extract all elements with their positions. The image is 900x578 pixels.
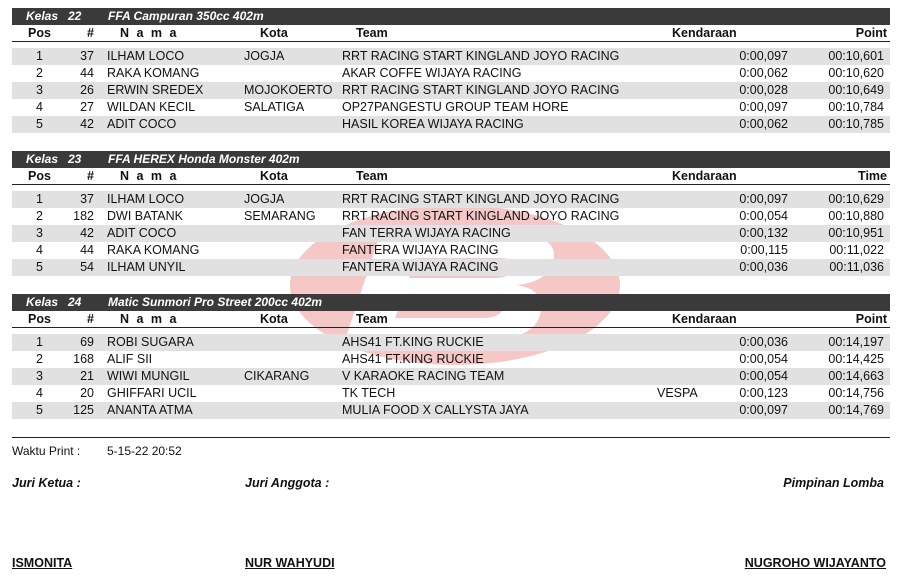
row-name: WILDAN KECIL — [107, 100, 196, 114]
header-kota: Kota — [260, 26, 288, 40]
row-name: ILHAM LOCO — [107, 192, 185, 206]
header-kendaraan: Kendaraan — [672, 169, 737, 183]
row-gap: 0:00,062 — [739, 117, 788, 131]
table-row — [12, 334, 890, 351]
row-number: 42 — [80, 226, 94, 240]
row-team: RRT RACING START KINGLAND JOYO RACING — [342, 83, 620, 97]
table-row — [12, 208, 890, 225]
class-section — [12, 294, 890, 419]
header-number: # — [87, 26, 94, 40]
row-point: 00:14,425 — [828, 352, 884, 366]
table-row — [12, 65, 890, 82]
row-kota: JOGJA — [244, 192, 285, 206]
header-time: Time — [858, 169, 887, 183]
row-gap: 0:00,036 — [739, 335, 788, 349]
row-gap: 0:00,062 — [739, 66, 788, 80]
row-gap: 0:00,115 — [740, 243, 788, 257]
table-row — [12, 225, 890, 242]
juri-ketua-name: ISMONITA — [12, 556, 73, 570]
row-gap: 0:00,054 — [739, 209, 788, 223]
class-name: FFA HEREX Honda Monster 402m — [108, 152, 300, 166]
header-team: Team — [356, 169, 388, 183]
table-row — [12, 191, 890, 208]
row-number: 44 — [80, 243, 94, 257]
table-row — [12, 351, 890, 368]
row-point: 00:14,769 — [828, 403, 884, 417]
row-point: 00:11,036 — [829, 260, 884, 274]
row-number: 21 — [80, 369, 94, 383]
header-pos: Pos — [28, 26, 51, 40]
class-section — [12, 8, 890, 133]
table-row — [12, 402, 890, 419]
table-row — [12, 48, 890, 65]
row-name: ADIT COCO — [107, 226, 177, 240]
header-number: # — [87, 169, 94, 183]
row-gap: 0:00,097 — [739, 192, 788, 206]
document-footer — [12, 437, 890, 570]
print-time-label: Waktu Print : — [12, 444, 81, 458]
row-kota: SALATIGA — [244, 100, 305, 114]
row-team: TK TECH — [342, 386, 396, 400]
row-number: 54 — [80, 260, 94, 274]
row-point: 00:10,620 — [828, 66, 884, 80]
result-rows — [12, 48, 890, 133]
row-pos: 4 — [36, 100, 43, 114]
column-headers — [12, 25, 890, 42]
class-header-band — [12, 151, 890, 168]
row-number: 37 — [80, 49, 94, 63]
row-number: 27 — [80, 100, 94, 114]
table-row — [12, 116, 890, 133]
row-gap: 0:00,123 — [739, 386, 788, 400]
header-point: Point — [855, 26, 887, 40]
kelas-number: 24 — [68, 295, 82, 309]
row-gap: 0:00,028 — [739, 83, 788, 97]
row-point: 00:14,756 — [828, 386, 884, 400]
row-pos: 2 — [36, 352, 43, 366]
header-name: N a m a — [120, 312, 179, 326]
row-gap: 0:00,097 — [739, 49, 788, 63]
row-name: ANANTA ATMA — [107, 403, 193, 417]
row-point: 00:10,951 — [828, 226, 884, 240]
result-rows — [12, 334, 890, 419]
row-team: RRT RACING START KINGLAND JOYO RACING — [342, 209, 620, 223]
row-name: ADIT COCO — [107, 117, 177, 131]
pimpinan-label: Pimpinan Lomba — [783, 476, 884, 490]
row-number: 20 — [80, 386, 94, 400]
header-pos: Pos — [28, 312, 51, 326]
row-name: GHIFFARI UCIL — [107, 386, 197, 400]
row-pos: 3 — [36, 226, 43, 240]
row-name: ROBI SUGARA — [107, 335, 194, 349]
row-team: MULIA FOOD X CALLYSTA JAYA — [342, 403, 529, 417]
class-header-band — [12, 8, 890, 25]
row-team: AHS41 FT.KING RUCKIE — [342, 335, 484, 349]
header-kota: Kota — [260, 169, 288, 183]
row-point: 00:10,880 — [828, 209, 884, 223]
class-name: Matic Sunmori Pro Street 200cc 402m — [108, 295, 323, 309]
row-number: 42 — [80, 117, 94, 131]
header-team: Team — [356, 312, 388, 326]
row-name: RAKA KOMANG — [107, 243, 200, 257]
row-team: FANTERA WIJAYA RACING — [342, 260, 499, 274]
juri-anggota-label: Juri Anggota : — [245, 476, 330, 490]
row-point: 00:14,197 — [828, 335, 884, 349]
row-number: 182 — [73, 209, 94, 223]
row-gap: 0:00,132 — [739, 226, 788, 240]
row-point: 00:10,601 — [828, 49, 884, 63]
row-kota: MOJOKOERTO — [244, 83, 333, 97]
juri-anggota-name: NUR WAHYUDI — [245, 556, 335, 570]
row-kota: SEMARANG — [244, 209, 316, 223]
row-gap: 0:00,097 — [739, 403, 788, 417]
row-name: DWI BATANK — [107, 209, 183, 223]
row-team: AHS41 FT.KING RUCKIE — [342, 352, 484, 366]
row-number: 26 — [80, 83, 94, 97]
row-pos: 3 — [36, 83, 43, 97]
kelas-label: Kelas — [26, 9, 59, 23]
row-pos: 1 — [36, 335, 43, 349]
juri-ketua-label: Juri Ketua : — [12, 476, 81, 490]
row-team: AKAR COFFE WIJAYA RACING — [342, 66, 522, 80]
header-name: N a m a — [120, 26, 179, 40]
kelas-number: 22 — [68, 9, 82, 23]
header-kendaraan: Kendaraan — [672, 312, 737, 326]
row-team: RRT RACING START KINGLAND JOYO RACING — [342, 192, 620, 206]
row-name: ILHAM UNYIL — [107, 260, 186, 274]
row-point: 00:11,022 — [829, 243, 884, 257]
row-team: OP27PANGESTU GROUP TEAM HORE — [342, 100, 569, 114]
row-point: 00:14,663 — [828, 369, 884, 383]
print-time-value: 5-15-22 20:52 — [107, 444, 182, 458]
row-pos: 1 — [36, 49, 43, 63]
class-name: FFA Campuran 350cc 402m — [108, 9, 264, 23]
class-header-band — [12, 294, 890, 311]
row-team: FAN TERRA WIJAYA RACING — [342, 226, 511, 240]
row-point: 00:10,784 — [828, 100, 884, 114]
row-pos: 4 — [36, 243, 43, 257]
table-row — [12, 385, 890, 402]
table-row — [12, 82, 890, 99]
row-point: 00:10,629 — [828, 192, 884, 206]
row-team: V KARAOKE RACING TEAM — [342, 369, 505, 383]
row-point: 00:10,785 — [828, 117, 884, 131]
row-pos: 5 — [36, 117, 43, 131]
row-name: ERWIN SREDEX — [107, 83, 204, 97]
row-gap: 0:00,054 — [739, 352, 788, 366]
row-point: 00:10,649 — [828, 83, 884, 97]
row-gap: 0:00,036 — [739, 260, 788, 274]
row-pos: 5 — [36, 403, 43, 417]
row-number: 37 — [80, 192, 94, 206]
row-gap: 0:00,097 — [739, 100, 788, 114]
row-name: WIWI MUNGIL — [107, 369, 190, 383]
table-row — [12, 99, 890, 116]
header-kendaraan: Kendaraan — [672, 26, 737, 40]
header-name: N a m a — [120, 169, 179, 183]
row-pos: 5 — [36, 260, 43, 274]
row-pos: 1 — [36, 192, 43, 206]
row-kota: JOGJA — [244, 49, 285, 63]
row-pos: 4 — [36, 386, 43, 400]
kelas-label: Kelas — [26, 295, 59, 309]
class-section — [12, 151, 890, 276]
row-number: 125 — [73, 403, 94, 417]
result-rows — [12, 191, 890, 276]
row-kota: CIKARANG — [244, 369, 310, 383]
table-row — [12, 242, 890, 259]
header-number: # — [87, 312, 94, 326]
row-name: ILHAM LOCO — [107, 49, 185, 63]
kelas-number: 23 — [68, 152, 82, 166]
row-number: 44 — [80, 66, 94, 80]
header-pos: Pos — [28, 169, 51, 183]
kelas-label: Kelas — [26, 152, 59, 166]
row-name: ALIF SII — [107, 352, 153, 366]
row-gap: 0:00,054 — [739, 369, 788, 383]
header-point: Point — [855, 312, 887, 326]
row-number: 168 — [73, 352, 94, 366]
results-document — [12, 8, 890, 437]
column-headers — [12, 311, 890, 328]
table-row — [12, 368, 890, 385]
header-kota: Kota — [260, 312, 288, 326]
row-vehicle: VESPA — [657, 386, 698, 400]
header-team: Team — [356, 26, 388, 40]
column-headers — [12, 168, 890, 185]
row-number: 69 — [80, 335, 94, 349]
row-pos: 3 — [36, 369, 43, 383]
table-row — [12, 259, 890, 276]
row-name: RAKA KOMANG — [107, 66, 200, 80]
pimpinan-name: NUGROHO WIJAYANTO — [744, 556, 886, 570]
row-pos: 2 — [36, 66, 43, 80]
row-team: RRT RACING START KINGLAND JOYO RACING — [342, 49, 620, 63]
row-pos: 2 — [36, 209, 43, 223]
row-team: FANTERA WIJAYA RACING — [342, 243, 499, 257]
row-team: HASIL KOREA WIJAYA RACING — [342, 117, 524, 131]
